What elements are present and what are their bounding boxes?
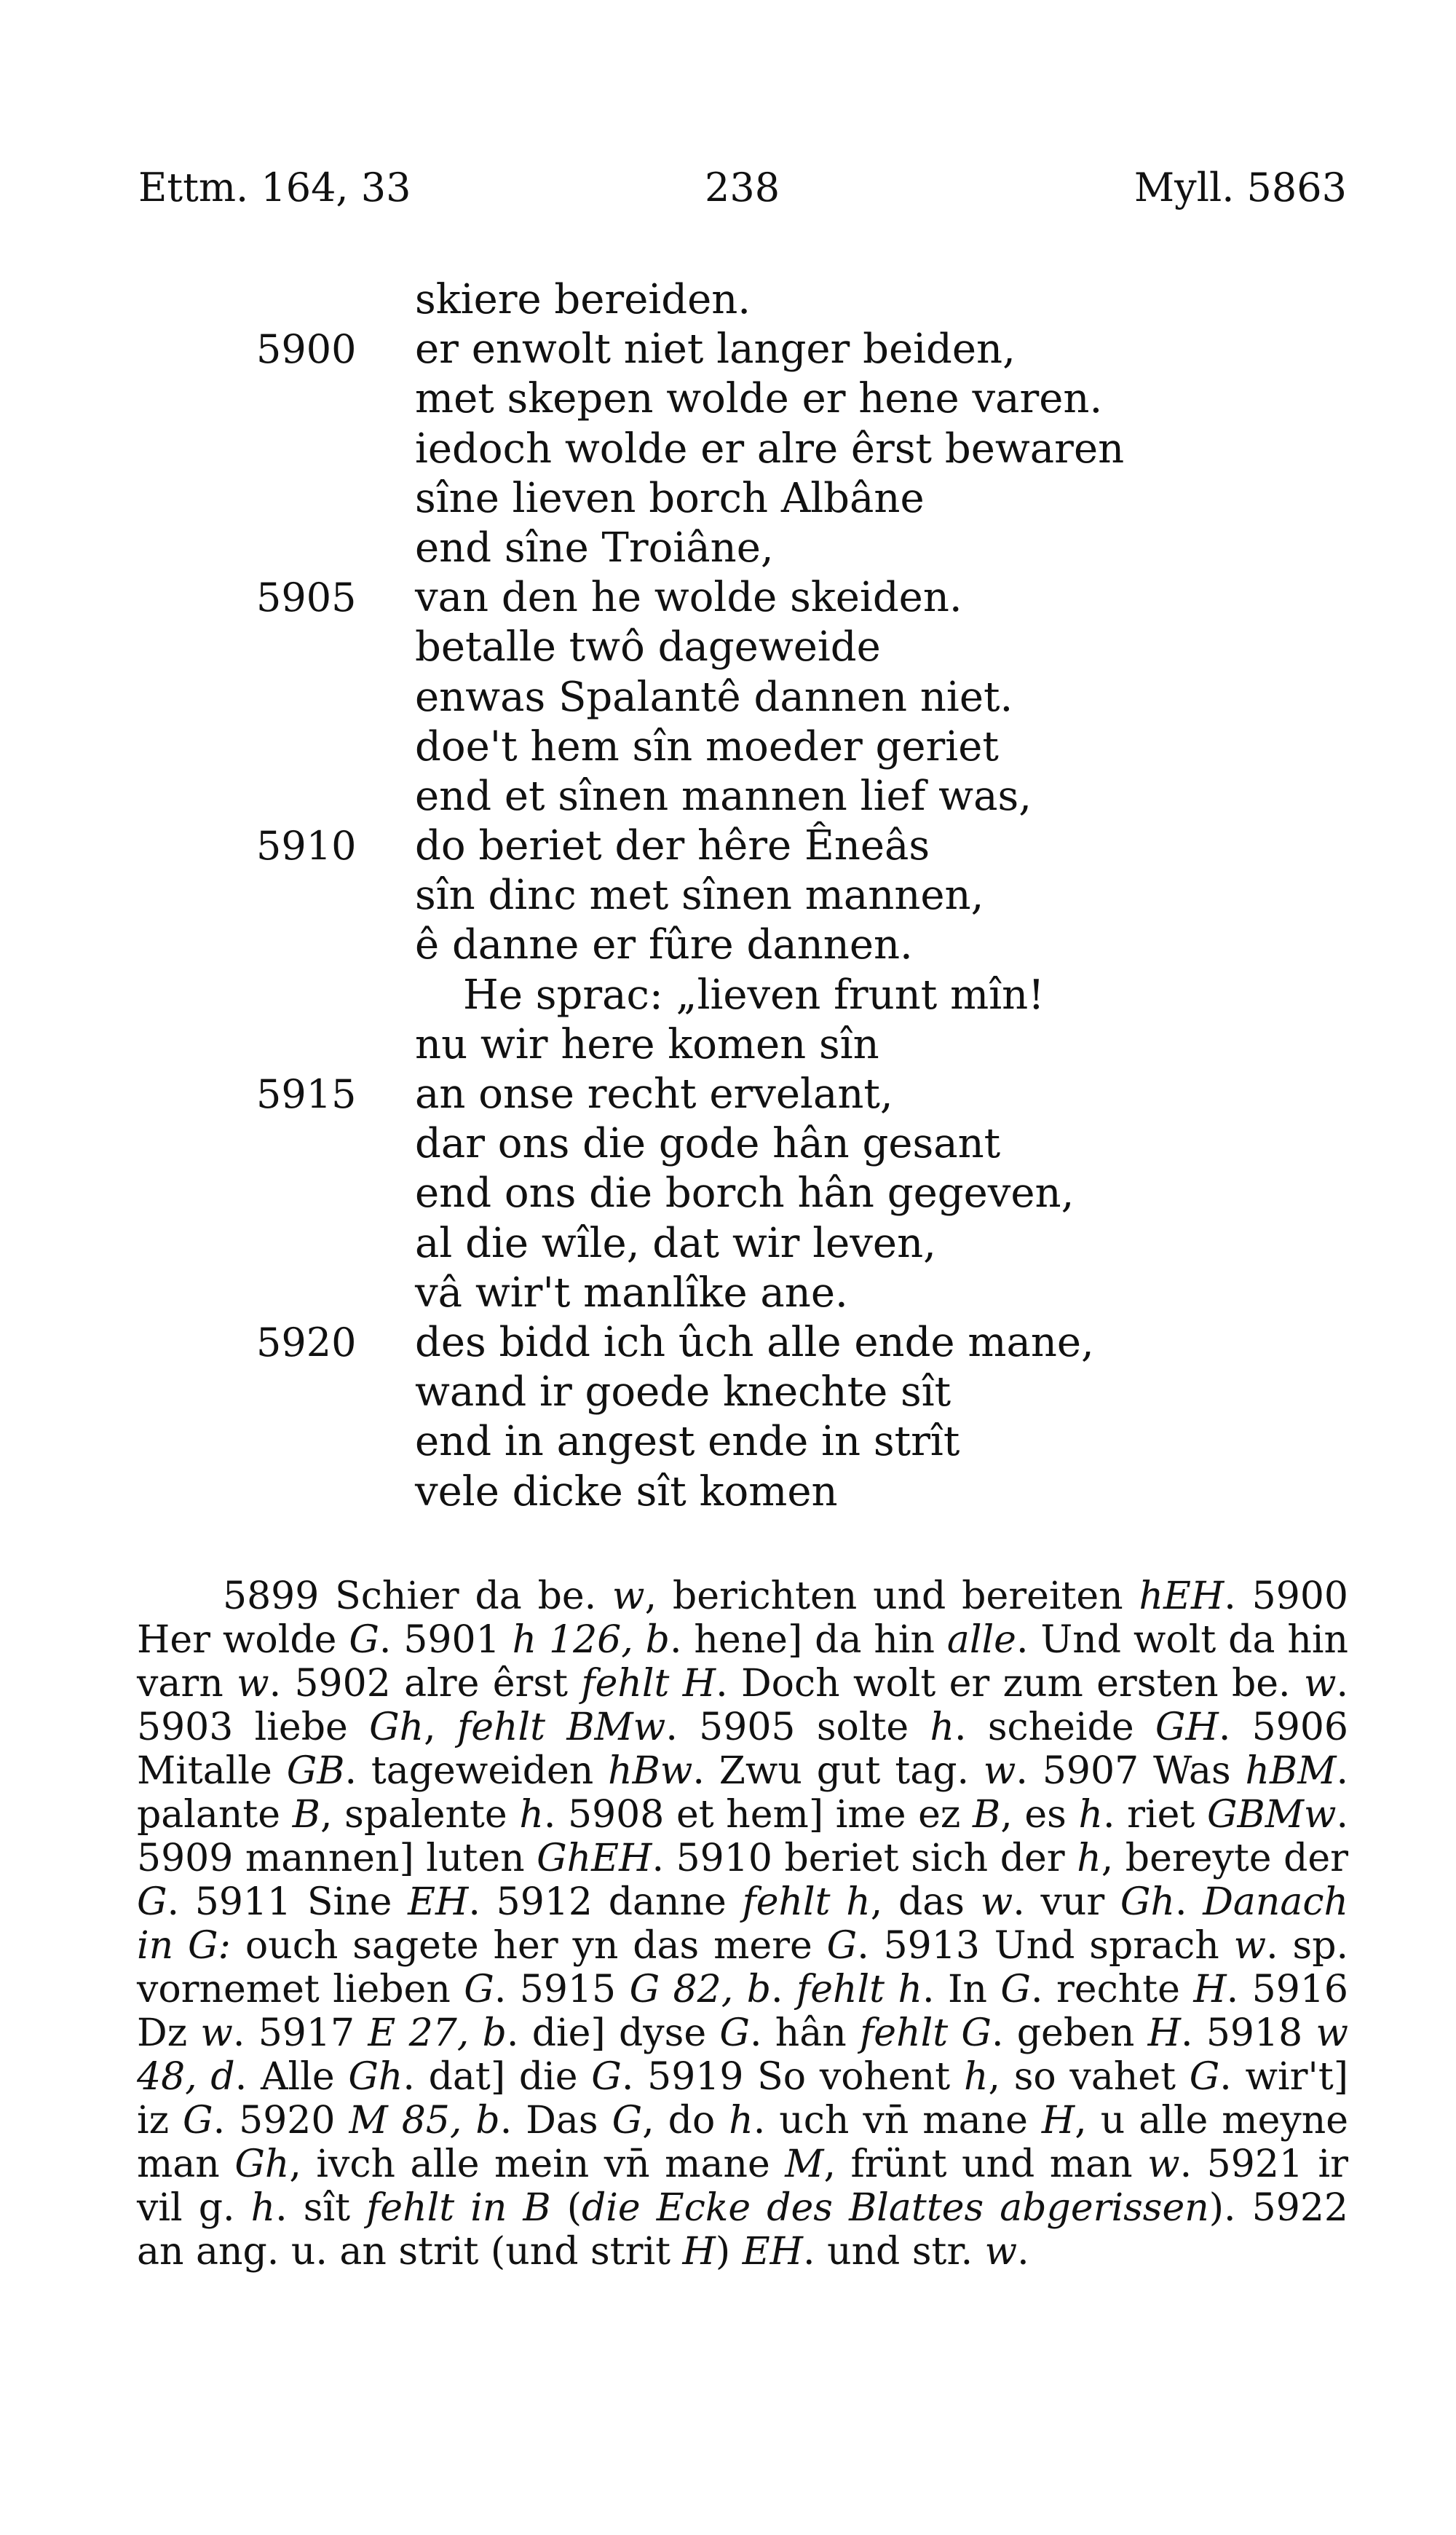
line-number: 5900 bbox=[256, 326, 357, 373]
apparatus-text: . hân bbox=[749, 2011, 860, 2055]
apparatus-siglum: w bbox=[237, 1662, 269, 1706]
verse-text: doe't hem sîn moeder geriet bbox=[415, 722, 999, 770]
verse-text: sîne lieven borch Albâne bbox=[415, 474, 925, 522]
apparatus-text: . tageweiden bbox=[344, 1749, 609, 1793]
apparatus-text: . bbox=[1017, 2230, 1029, 2274]
verse-text: end et sînen mannen lief was, bbox=[415, 772, 1032, 820]
verse-line bbox=[0, 673, 1456, 722]
apparatus-text: , bereyte der bbox=[1101, 1837, 1349, 1880]
verse-text: an onse recht ervelant, bbox=[415, 1071, 893, 1118]
apparatus-text: ouch sagete her yn das mere bbox=[231, 1924, 827, 1968]
apparatus-text: , es bbox=[1000, 1793, 1079, 1837]
apparatus-siglum: h 126, b bbox=[512, 1618, 670, 1662]
apparatus-text: . bbox=[1174, 1880, 1203, 1924]
apparatus-siglum: H bbox=[1147, 2011, 1182, 2055]
verse-text: enwas Spalantê dannen niet. bbox=[415, 673, 1013, 721]
apparatus-siglum: w bbox=[980, 1880, 1013, 1924]
apparatus-text: . die] dyse bbox=[506, 2011, 720, 2055]
verse-text: met skepen wolde er hene varen. bbox=[415, 375, 1103, 423]
apparatus-text: ( bbox=[550, 2186, 582, 2230]
apparatus-text: . sp. vornemet lieben bbox=[137, 1924, 1349, 2011]
apparatus-siglum: EH bbox=[408, 1880, 469, 1924]
apparatus-text: . 5906 Mitalle bbox=[137, 1706, 1349, 1793]
apparatus-siglum: Danach in G: bbox=[137, 1880, 1348, 1968]
apparatus-siglum: hBw bbox=[608, 1749, 693, 1793]
apparatus-text: . vur bbox=[1013, 1880, 1120, 1924]
apparatus-siglum: G bbox=[1000, 1968, 1031, 2011]
apparatus-text: . 5902 alre êrst bbox=[269, 1662, 582, 1706]
apparatus-siglum: Gh bbox=[369, 1706, 424, 1749]
apparatus-paragraph bbox=[137, 1574, 1348, 2274]
apparatus-text: , so vahet bbox=[988, 2055, 1190, 2099]
apparatus-siglum: fehlt G bbox=[860, 2011, 992, 2055]
apparatus-siglum: h bbox=[1077, 1837, 1101, 1880]
verse-line bbox=[0, 623, 1456, 672]
apparatus-siglum: h bbox=[963, 2055, 989, 2099]
line-number: 5910 bbox=[256, 823, 357, 870]
verse-line bbox=[0, 1368, 1456, 1417]
apparatus-siglum: GhEH bbox=[537, 1837, 652, 1880]
verse-line bbox=[0, 425, 1456, 474]
apparatus-text: . 5917 bbox=[232, 2011, 368, 2055]
verse-text: betalle twô dageweide bbox=[415, 623, 881, 671]
apparatus-siglum: H bbox=[682, 2230, 716, 2274]
verse-line bbox=[0, 1467, 1456, 1517]
apparatus-text: , do bbox=[642, 2099, 729, 2142]
apparatus-text: . 5907 Was bbox=[1016, 1749, 1246, 1793]
apparatus-siglum: w bbox=[1147, 2142, 1180, 2186]
verse-text: iedoch wolde er alre êrst bewaren bbox=[415, 425, 1125, 473]
apparatus-siglum: alle bbox=[946, 1618, 1016, 1662]
apparatus-text: . geben bbox=[991, 2011, 1148, 2055]
apparatus-text: . 5910 beriet sich der bbox=[652, 1837, 1077, 1880]
apparatus-siglum: Gh bbox=[234, 2142, 290, 2186]
apparatus-text: , das bbox=[870, 1880, 981, 1924]
apparatus-siglum: Gh bbox=[1120, 1880, 1175, 1924]
verse-line bbox=[0, 325, 1456, 374]
verse-line bbox=[0, 1417, 1456, 1467]
apparatus-text: . 5905 solte bbox=[665, 1706, 930, 1749]
apparatus-siglum: h bbox=[729, 2099, 753, 2142]
verse-line bbox=[0, 1020, 1456, 1070]
apparatus-siglum: w bbox=[983, 1749, 1016, 1793]
verse-text: He sprac: „lieven frunt mîn! bbox=[463, 971, 1045, 1019]
apparatus-siglum: H bbox=[1193, 1968, 1227, 2011]
verse-text: vele dicke sît komen bbox=[415, 1467, 838, 1515]
apparatus-text: . 5920 bbox=[213, 2099, 349, 2142]
apparatus-text: . 5903 liebe bbox=[137, 1662, 1348, 1749]
verse-text: al die wîle, dat wir leven, bbox=[415, 1219, 936, 1267]
apparatus-siglum: G bbox=[349, 1618, 379, 1662]
verse-text: skiere bereiden. bbox=[415, 276, 751, 323]
verse-block bbox=[0, 275, 1456, 1517]
apparatus-siglum: B bbox=[972, 1793, 1001, 1837]
verse-line bbox=[0, 920, 1456, 970]
apparatus-siglum: w 48, d bbox=[137, 2011, 1348, 2099]
apparatus-siglum: M bbox=[785, 2142, 824, 2186]
apparatus-siglum: w bbox=[1233, 1924, 1267, 1968]
apparatus-text: . 5911 Sine bbox=[167, 1880, 408, 1924]
apparatus-siglum: E 27, b bbox=[368, 2011, 507, 2055]
apparatus-text: . Alle bbox=[234, 2055, 349, 2099]
apparatus-text: . 5921 ir vil g. bbox=[137, 2142, 1348, 2230]
apparatus-text: , u alle meyne man bbox=[137, 2099, 1348, 2186]
apparatus-siglum: B bbox=[292, 1793, 320, 1837]
verse-line bbox=[0, 971, 1456, 1020]
apparatus-siglum: fehlt h bbox=[796, 1968, 922, 2011]
apparatus-siglum: w bbox=[984, 2230, 1018, 2274]
verse-line bbox=[0, 573, 1456, 623]
apparatus-siglum: h bbox=[930, 1706, 954, 1749]
apparatus-siglum: w bbox=[612, 1574, 645, 1618]
verse-line bbox=[0, 871, 1456, 920]
apparatus-text: . 5900 Her wolde bbox=[137, 1574, 1348, 1662]
apparatus-text: , spalente bbox=[320, 1793, 520, 1837]
apparatus-text: . 5908 et hem] ime ez bbox=[543, 1793, 973, 1837]
verse-line bbox=[0, 772, 1456, 821]
apparatus-siglum: GBMw bbox=[1206, 1793, 1337, 1837]
apparatus-siglum: fehlt H bbox=[581, 1662, 716, 1706]
verse-text: des bidd ich ûch alle ende mane, bbox=[415, 1318, 1094, 1366]
apparatus-siglum: G bbox=[591, 2055, 622, 2099]
apparatus-text: . sît bbox=[275, 2186, 367, 2230]
apparatus-siglum: h bbox=[519, 1793, 544, 1837]
apparatus-text: 5899 Schier da be. bbox=[223, 1574, 613, 1618]
apparatus-siglum: G bbox=[719, 2011, 750, 2055]
apparatus-siglum: G bbox=[137, 1880, 167, 1924]
line-number: 5905 bbox=[256, 575, 357, 621]
verse-text: ê danne er fûre dannen. bbox=[415, 921, 913, 969]
apparatus-siglum: G bbox=[1189, 2055, 1220, 2099]
critical-apparatus bbox=[137, 1574, 1348, 2274]
apparatus-siglum: fehlt h bbox=[742, 1880, 871, 1924]
apparatus-text: . 5915 bbox=[494, 1968, 630, 2011]
apparatus-siglum: die Ecke des Blattes abgerissen bbox=[582, 2186, 1209, 2230]
verse-text: do beriet der hêre Êneâs bbox=[415, 822, 930, 870]
apparatus-siglum: H bbox=[1041, 2099, 1075, 2142]
verse-line bbox=[0, 1119, 1456, 1169]
apparatus-text: . bbox=[771, 1968, 796, 2011]
verse-line bbox=[0, 1269, 1456, 1318]
verse-line bbox=[0, 474, 1456, 524]
apparatus-text: , ivch alle mein vn̄ mane bbox=[289, 2142, 786, 2186]
apparatus-text: . 5913 Und sprach bbox=[857, 1924, 1234, 1968]
apparatus-siglum: G bbox=[183, 2099, 213, 2142]
verse-text: sîn dinc met sînen mannen, bbox=[415, 872, 984, 920]
apparatus-text: . hene] da hin bbox=[669, 1618, 947, 1662]
verse-text: wand ir goede knechte sît bbox=[415, 1368, 951, 1416]
apparatus-text: . palante bbox=[137, 1749, 1348, 1837]
apparatus-text: . 5919 So vohent bbox=[621, 2055, 964, 2099]
apparatus-siglum: M 85, b bbox=[349, 2099, 500, 2142]
apparatus-text: . In bbox=[922, 1968, 1001, 2011]
apparatus-text: , berichten und bereiten bbox=[644, 1574, 1139, 1618]
apparatus-siglum: G bbox=[612, 2099, 643, 2142]
verse-line bbox=[0, 1219, 1456, 1269]
verse-line bbox=[0, 275, 1456, 325]
verse-line bbox=[0, 1070, 1456, 1119]
apparatus-siglum: fehlt in B bbox=[366, 2186, 551, 2230]
verse-line bbox=[0, 1169, 1456, 1218]
verse-line bbox=[0, 1318, 1456, 1368]
apparatus-siglum: Gh bbox=[348, 2055, 403, 2099]
apparatus-text: . 5912 danne bbox=[468, 1880, 743, 1924]
apparatus-siglum: h bbox=[250, 2186, 276, 2230]
apparatus-siglum: hBM bbox=[1245, 1749, 1337, 1793]
apparatus-text: , bbox=[424, 1706, 457, 1749]
apparatus-text: . scheide bbox=[954, 1706, 1155, 1749]
apparatus-text: ). 5922 an ang. u. an strit (und strit bbox=[137, 2186, 1348, 2274]
apparatus-text: . riet bbox=[1102, 1793, 1207, 1837]
running-head-left: Ettm. 164, 33 bbox=[138, 165, 411, 210]
apparatus-siglum: GB bbox=[286, 1749, 345, 1793]
apparatus-text: . rechte bbox=[1030, 1968, 1194, 2011]
apparatus-text: . Doch wolt er zum ersten be. bbox=[716, 1662, 1304, 1706]
apparatus-text: . wir't] iz bbox=[137, 2055, 1349, 2142]
apparatus-text: . Und wolt da hin varn bbox=[137, 1618, 1348, 1706]
apparatus-siglum: G 82, b bbox=[629, 1968, 771, 2011]
verse-line bbox=[0, 374, 1456, 424]
apparatus-text: . und str. bbox=[803, 2230, 985, 2274]
apparatus-text: . uch vn̄ mane bbox=[753, 2099, 1042, 2142]
apparatus-text: . 5909 mannen] luten bbox=[137, 1793, 1348, 1880]
apparatus-text: . 5918 bbox=[1181, 2011, 1316, 2055]
apparatus-siglum: w bbox=[1303, 1662, 1337, 1706]
apparatus-siglum: EH bbox=[742, 2230, 804, 2274]
verse-line bbox=[0, 722, 1456, 772]
verse-line bbox=[0, 821, 1456, 871]
verse-text: dar ons die gode hân gesant bbox=[415, 1120, 1001, 1168]
line-number: 5915 bbox=[256, 1071, 357, 1117]
apparatus-siglum: hEH bbox=[1139, 1574, 1224, 1618]
apparatus-siglum: fehlt BMw bbox=[456, 1706, 666, 1749]
apparatus-siglum: G bbox=[826, 1924, 858, 1968]
verse-text: end ons die borch hân gegeven, bbox=[415, 1170, 1075, 1218]
verse-text: end in angest ende in strît bbox=[415, 1418, 960, 1466]
verse-text: nu wir here komen sîn bbox=[415, 1020, 879, 1068]
apparatus-siglum: GH bbox=[1155, 1706, 1219, 1749]
apparatus-text: ) bbox=[715, 2230, 743, 2274]
verse-text: van den he wolde skeiden. bbox=[415, 574, 962, 622]
apparatus-text: . dat] die bbox=[403, 2055, 592, 2099]
line-number: 5920 bbox=[256, 1319, 357, 1365]
apparatus-text: . 5916 Dz bbox=[137, 1968, 1348, 2055]
running-head-right: Myll. 5863 bbox=[1133, 165, 1347, 210]
apparatus-siglum: G bbox=[464, 1968, 494, 2011]
apparatus-siglum: h bbox=[1078, 1793, 1103, 1837]
apparatus-text: . Das bbox=[499, 2099, 612, 2142]
apparatus-text: . 5901 bbox=[379, 1618, 513, 1662]
verse-text: er enwolt niet langer beiden, bbox=[415, 326, 1016, 374]
apparatus-text: . Zwu gut tag. bbox=[692, 1749, 984, 1793]
verse-line bbox=[0, 524, 1456, 573]
verse-text: end sîne Troiâne, bbox=[415, 524, 774, 572]
verse-text: vâ wir't manlîke ane. bbox=[415, 1269, 848, 1317]
apparatus-text: , frünt und man bbox=[823, 2142, 1148, 2186]
apparatus-siglum: w bbox=[200, 2011, 233, 2055]
page-number: 238 bbox=[705, 165, 780, 210]
